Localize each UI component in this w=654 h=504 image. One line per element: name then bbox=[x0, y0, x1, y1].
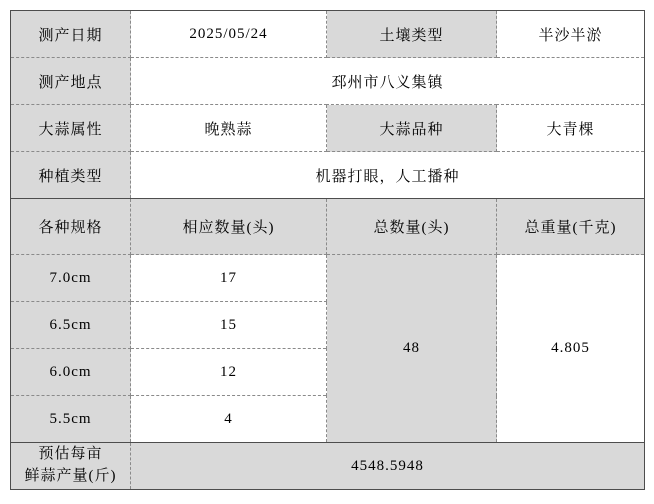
table-row bbox=[11, 255, 645, 302]
header-count: 相应数量(头) bbox=[131, 199, 327, 255]
spec-count: 12 bbox=[131, 349, 327, 396]
table-row-location bbox=[11, 58, 645, 105]
value-total-count: 48 bbox=[327, 255, 497, 443]
label-estimated-yield-line2: 鲜蒜产量(斤) bbox=[24, 468, 117, 484]
label-measure-location: 测产地点 bbox=[11, 58, 131, 105]
label-planting-type: 种植类型 bbox=[11, 152, 131, 199]
spec-size: 6.0cm bbox=[11, 349, 131, 396]
value-garlic-attribute: 晚熟蒜 bbox=[131, 105, 327, 152]
spec-count: 4 bbox=[131, 396, 327, 443]
value-total-weight: 4.805 bbox=[497, 255, 645, 443]
measurement-report-table bbox=[10, 10, 645, 490]
spec-size: 7.0cm bbox=[11, 255, 131, 302]
table-row-estimated-yield bbox=[11, 443, 645, 490]
label-soil-type: 土壤类型 bbox=[327, 11, 497, 58]
value-measure-date: 2025/05/24 bbox=[131, 11, 327, 58]
value-planting-type: 机器打眼，人工播种 bbox=[131, 152, 645, 199]
table-header-row-specs bbox=[11, 199, 645, 255]
table-row-date bbox=[11, 11, 645, 58]
header-spec: 各种规格 bbox=[11, 199, 131, 255]
spec-count: 17 bbox=[131, 255, 327, 302]
spec-size: 6.5cm bbox=[11, 302, 131, 349]
label-garlic-attribute: 大蒜属性 bbox=[11, 105, 131, 152]
table-row-planting-type bbox=[11, 152, 645, 199]
header-total-count: 总数量(头) bbox=[327, 199, 497, 255]
value-measure-location: 邳州市八义集镇 bbox=[131, 58, 645, 105]
value-estimated-yield: 4548.5948 bbox=[131, 443, 645, 490]
report-sheet bbox=[0, 10, 654, 504]
label-estimated-yield bbox=[11, 443, 131, 490]
label-measure-date: 测产日期 bbox=[11, 11, 131, 58]
label-garlic-variety: 大蒜品种 bbox=[327, 105, 497, 152]
label-estimated-yield-line1: 预估每亩 bbox=[38, 446, 103, 463]
value-garlic-variety: 大青棵 bbox=[497, 105, 645, 152]
spec-size: 5.5cm bbox=[11, 396, 131, 443]
table-row-garlic-attribute bbox=[11, 105, 645, 152]
value-soil-type: 半沙半淤 bbox=[497, 11, 645, 58]
header-total-weight: 总重量(千克) bbox=[497, 199, 645, 255]
spec-count: 15 bbox=[131, 302, 327, 349]
